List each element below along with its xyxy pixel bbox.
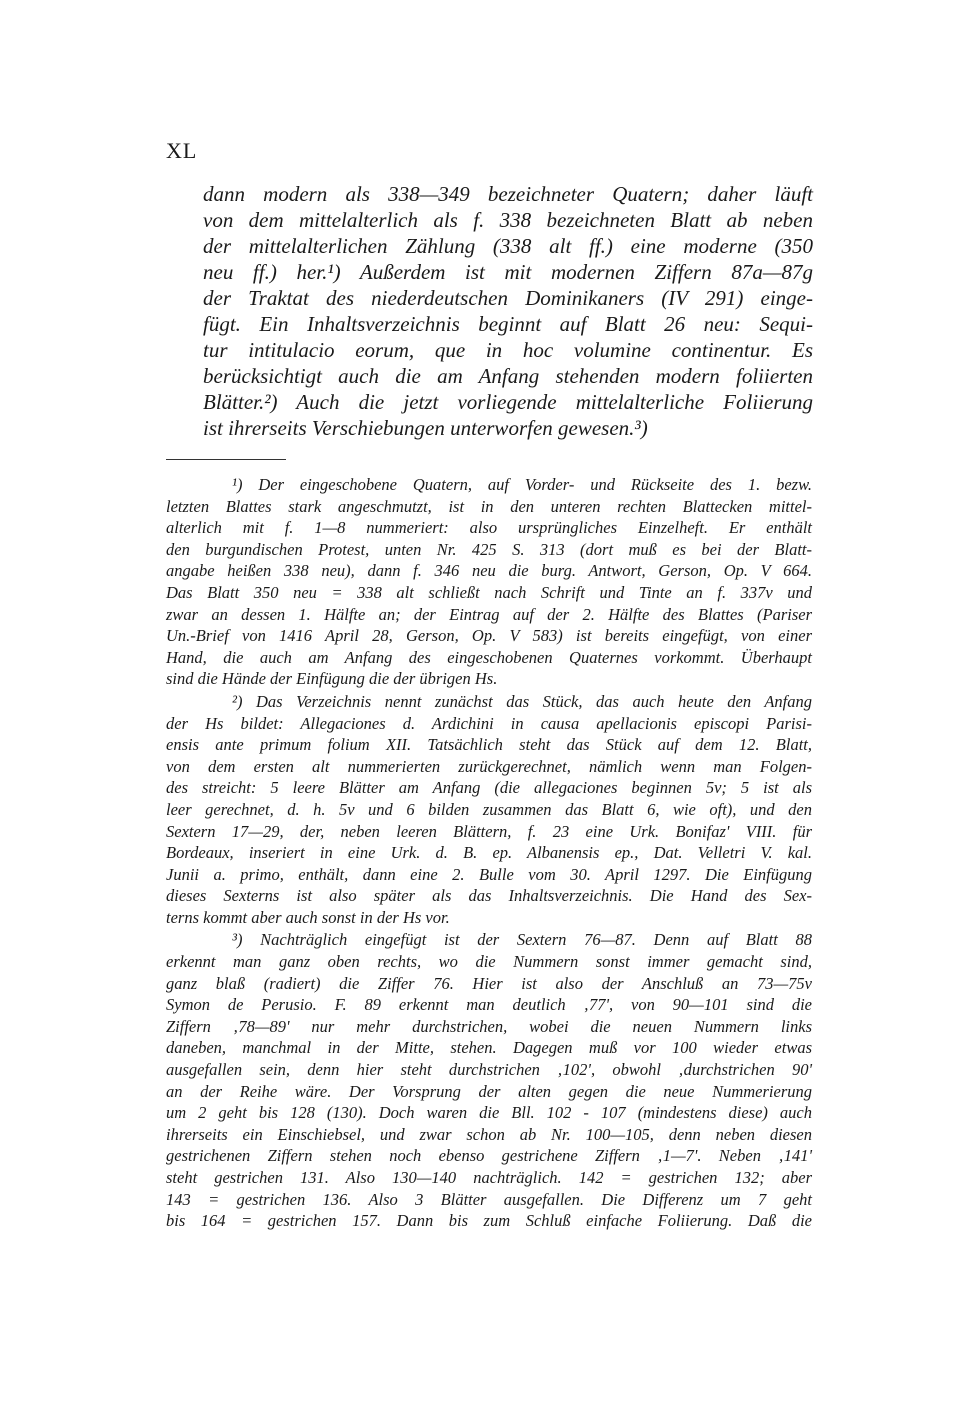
main-line: Blätter.²) Auch die jetzt vorliegende mittelalterliche Foliierung bbox=[203, 390, 813, 414]
main-line: berücksichtigt auch die am Anfang stehenden modern foliierten bbox=[203, 364, 813, 388]
footnote-separator bbox=[166, 459, 286, 460]
footnote-line: Ziffern ‚78—89' nur mehr durchstrichen, wobei die neuen Nummern links bbox=[166, 1016, 812, 1036]
footnote-3 bbox=[166, 929, 812, 1231]
main-line: neu ff.) her.¹) Außerdem ist mit modernen Ziffern 87a—87g bbox=[203, 260, 813, 284]
main-line: ist ihrerseits Verschiebungen unterworfen gewesen.³) bbox=[203, 416, 648, 440]
page-number: XL bbox=[166, 138, 198, 163]
footnote-line: ganz blaß (radiert) die Ziffer 76. Hier ist also der Anschluß an 73—75v bbox=[166, 973, 812, 993]
footnote-line: zwar an dessen 1. Hälfte an; der Eintrag auf der 2. Hälfte des Blattes (Pariser bbox=[166, 604, 812, 624]
footnote-line: den burgundischen Protest, unten Nr. 425 S. 313 (dort muß es bei der Blatt- bbox=[166, 539, 812, 559]
footnote-line: letzten Blattes stark angeschmutzt, ist in den unteren rechten Blattecken mittel- bbox=[166, 496, 812, 516]
footnote-line: erkennt man ganz oben rechts, wo die Nummern sonst immer gemacht sind, bbox=[166, 952, 812, 972]
footnote-line: steht gestrichen 131. Also 130—140 nachträglich. 142 = gestrichen 132; aber bbox=[166, 1168, 812, 1187]
footnote-line: Junii a. primo, enthält, dann eine 2. Bulle vom 30. April 1297. Die Einfügung bbox=[166, 864, 812, 884]
footnotes bbox=[166, 474, 812, 1233]
footnote-line: dieses Sexterns ist also später als das Inhaltsverzeichnis. Die Hand des Sex- bbox=[166, 886, 812, 906]
footnote-line: ³) Nachträglich eingefügt ist der Sextern 76—87. Denn auf Blatt 88 bbox=[232, 930, 812, 950]
footnote-line: Symon de Perusio. F. 89 erkennt man deutlich ‚77', von 90—101 sind die bbox=[166, 995, 812, 1015]
main-line: von dem mittelalterlich als f. 338 bezeichneten Blatt ab neben bbox=[203, 208, 813, 232]
footnote-line: bis 164 = gestrichen 157. Dann bis zum Schluß einfache Foliierung. Daß die bbox=[166, 1211, 812, 1231]
footnote-line: Bordeaux, inseriert in eine Urk. d. B. ep. Albanensis ep., Dat. Velletri V. kal. bbox=[166, 843, 812, 863]
main-line: tur intitulacio eorum, que in hoc volumine continentur. Es bbox=[203, 338, 813, 362]
footnote-line: ensis ante primum folium XII. Tatsächlich steht das Stück auf dem 12. Blatt, bbox=[166, 735, 812, 755]
footnote-line: angabe heißen 338 neu), dann f. 346 neu die burg. Antwort, Gerson, Op. V 664. bbox=[166, 561, 812, 581]
main-line: der Traktat des niederdeutschen Dominikaners (IV 291) einge- bbox=[203, 286, 813, 310]
footnote-line: an der Reihe wäre. Der Vorsprung der alten gegen die neue Nummerierung bbox=[166, 1081, 812, 1101]
main-line: der mittelalterlichen Zählung (338 alt ff.) eine moderne (350 bbox=[203, 234, 813, 258]
footnote-line: Das Blatt 350 neu = 338 alt schließt nach Schrift und Tinte an f. 337v und bbox=[166, 582, 812, 602]
footnote-line: alterlich mit f. 1—8 nummeriert: also ursprüngliches Einzelheft. Er enthält bbox=[166, 518, 812, 538]
footnote-line: terns kommt aber auch sonst in der Hs vor. bbox=[166, 907, 450, 927]
main-text bbox=[203, 181, 813, 441]
main-line: dann modern als 338—349 bezeichneter Quatern; daher läuft bbox=[203, 182, 813, 206]
footnote-line: Hand, die auch am Anfang des eingeschobenen Quaternes vorkommt. Überhaupt bbox=[166, 647, 812, 667]
footnote-line: sind die Hände der Einfügung die der übrigen Hs. bbox=[166, 669, 498, 689]
footnote-line: des streicht: 5 leere Blätter am Anfang (die allegaciones beginnen 5v; 5 ist als bbox=[166, 778, 812, 798]
footnote-line: daneben, manchmal in der Mitte, stehen. Dagegen muß vor 100 wieder etwas bbox=[166, 1038, 812, 1058]
footnote-2 bbox=[166, 691, 812, 929]
footnote-line: ihrerseits ein Einschiebsel, und zwar schon ab Nr. 100—105, denn neben diesen bbox=[166, 1124, 812, 1144]
footnote-line: 143 = gestrichen 136. Also 3 Blätter ausgefallen. Die Differenz um 7 geht bbox=[166, 1189, 812, 1209]
footnote-line: ²) Das Verzeichnis nennt zunächst das Stück, das auch heute den Anfang bbox=[232, 691, 812, 711]
footnote-line: ¹) Der eingeschobene Quatern, auf Vorder- und Rückseite des 1. bezw. bbox=[232, 475, 812, 494]
footnote-line: leer gerechnet, d. h. 5v und 6 bilden zusammen das Blatt 6, wie oft), und den bbox=[166, 799, 812, 819]
main-line: fügt. Ein Inhaltsverzeichnis beginnt auf Blatt 26 neu: Sequi- bbox=[203, 312, 813, 336]
footnote-line: gestrichenen Ziffern stehen noch ebenso gestrichene Ziffern ‚1—7'. Neben ‚141' bbox=[166, 1146, 812, 1166]
footnote-line: der Hs bildet: Allegaciones d. Ardichini in causa apellacionis episcopi Parisi- bbox=[166, 713, 812, 733]
footnote-1 bbox=[166, 474, 812, 690]
footnote-line: Sextern 17—29, der, neben leeren Blättern, f. 23 eine Urk. Bonifaz' VIII. für bbox=[166, 821, 812, 841]
footnote-line: von dem ersten alt nummerierten zurückgerechnet, nämlich wenn man Folgen- bbox=[166, 756, 812, 776]
footnote-line: Un.-Brief von 1416 April 28, Gerson, Op. V 583) ist bereits eingefügt, von einer bbox=[166, 626, 812, 646]
footnote-line: ausgefallen sein, denn hier steht durchstrichen ‚102', obwohl ‚durchstrichen 90' bbox=[166, 1060, 812, 1080]
footnote-line: um 2 geht bis 128 (130). Doch waren die Bll. 102 - 107 (mindestens diese) auch bbox=[166, 1103, 812, 1123]
